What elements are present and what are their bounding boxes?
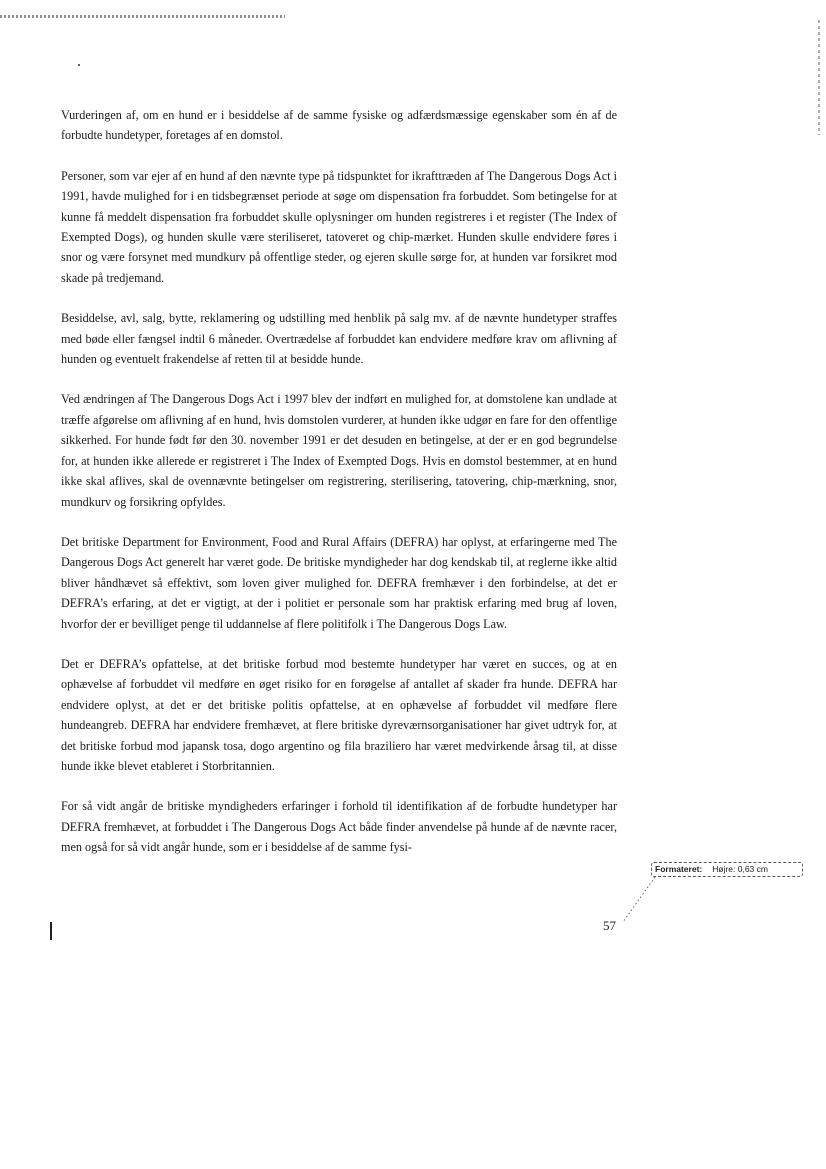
margin-comment-balloon[interactable]: [651, 862, 803, 877]
paragraph-2: Personer, som var ejer af en hund af den nævnte type på tidspunktet for ikrafttræden af The Dangerous Dogs Act i 1991, havde mulighed for i en tidsbegrænset periode at søge om dispensation fra forbuddet. Som betingelse for at kunne få meddelt dispensation fra forbuddet skulle oplysninger om hunden registreres i et register (The Index of Exempted Dogs), og hunden skulle være steriliseret, tatoveret og chip-mærket. Hunden skulle endvidere føres i snor og være forsynet med mundkurv på offentlige steder, og ejeren skulle sørge for, at hunden var forsikret mod skade på tredjemand.: [61, 168, 617, 285]
paragraph-7: For så vidt angår de britiske myndigheders erfaringer i forhold til identifikation af de forbudte hundetyper har DEFRA fremhævet, at forbuddet i The Dangerous Dogs Act både finder anvendelse på hunde af de nævnte racer, men også for så vidt angår hunde, som er i besiddelse af de samme fysi-: [61, 799, 617, 855]
paragraph-4: Ved ændringen af The Dangerous Dogs Act i 1997 blev der indført en mulighed for, at domstolene kan undlade at træffe afgørelse om aflivning af en hund, hvis domstolen vurderer, at hunden ikke udgør en fare for den offentlige sikkerhed. For hunde født før den 30. november 1991 er det desuden en betingelse, at der er en god begrundelse for, at hunden ikke allerede er registreret i The Index of Exempted Dogs. Hvis en domstol bestemmer, at en hund ikke skal aflives, skal de ovennævnte betingelser om registrering, sterilisering, tatovering, chip-mærkning, snor, mundkurv og forsikring opfyldes.: [61, 392, 617, 509]
margin-comment-value: Højre: 0,63 cm: [712, 864, 768, 874]
paragraph-3: Besiddelse, avl, salg, bytte, reklamering og udstilling med henblik på salg mv. af de nævnte hundetyper straffes med bøde eller fængsel indtil 6 måneder. Overtrædelse af forbuddet kan endvidere medføre krav om aflivning af hunden og eventuelt frakendelse af retten til at besidde hunde.: [61, 311, 617, 367]
scan-artifact-top: [0, 15, 285, 18]
scan-artifact-right: [818, 20, 820, 135]
scan-speck: [78, 64, 80, 66]
change-bar: [50, 922, 52, 940]
document-body: [61, 105, 617, 878]
paragraph-1: Vurderingen af, om en hund er i besiddelse af de samme fysiske og adfærdsmæssige egenskaber som én af de forbudte hundetyper, foretages af en domstol.: [61, 108, 617, 143]
comment-connector-line: [622, 876, 656, 924]
margin-comment-label: Formateret:: [655, 864, 703, 874]
page-number: 57: [603, 918, 616, 933]
paragraph-6: Det er DEFRA’s opfattelse, at det britiske forbud mod bestemte hundetyper har været en succes, og at en ophævelse af forbuddet vil medføre en øget risiko for en forøgelse af antallet af skader fra hunde. DEFRA har endvidere oplyst, at det er det britiske politis opfattelse, at en ophævelse af forbuddet vil medføre flere hundeangreb. DEFRA har endvidere fremhævet, at flere britiske dyreværnsorganisationer har givet udtryk for, at det britiske forbud mod japansk tosa, dogo argentino og fila braziliero har været medvirkende årsag til, at disse hunde ikke blevet etableret i Storbritannien.: [61, 656, 617, 773]
paragraph-5: Det britiske Department for Environment, Food and Rural Affairs (DEFRA) har oplyst, at erfaringerne med The Dangerous Dogs Act generelt har været gode. De britiske myndigheder har dog kendskab til, at reglerne ikke altid bliver håndhævet så effektivt, som loven giver mulighed for. DEFRA fremhæver i den forbindelse, at det er DEFRA’s erfaring, at det er vigtigt, at der i politiet er personale som har praktisk erfaring med brug af loven, hvorfor der er bevilliget penge til uddannelse af flere politifolk i The Dangerous Dogs Law.: [61, 534, 617, 631]
